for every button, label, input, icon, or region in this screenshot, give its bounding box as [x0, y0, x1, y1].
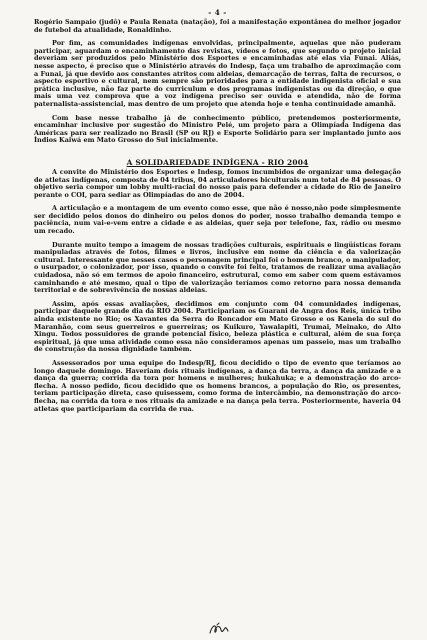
- page-number: - 4 -: [208, 8, 227, 17]
- paragraph-imagem-tradicoes: Durante muito tempo a imagem de nossas tradições culturais, espirituais e lingüísticas foram manipuladas através de fotos, filmes e livros, inclusive em nome da ciência e da valorização cultural. Interessante que nesses casos o personagem principal foi o homem branco, o manipulador, o usurpador, o colonizador, por isso, quando o convite foi feito, tratamos de realizar uma avaliação cuidadosa, não só em termos de apoio financeiro, estrutural, como em saber com quem estávamos caminhando e até mesmo, qual o tipo de valorização teríamos como retorno para nossa demanda territorial e de sobrevivência de nossas aldeias.: [34, 240, 401, 295]
- paragraph-funai: Por fim, as comunidades indígenas envolvidas, principalmente, aquelas que não puderam participar, aguardam o encaminhamento das revistas, vídeos e fotos, que segundo o projeto inicial deveriam ser produzidos pelo Ministério dos Esportes e encaminhadas até elas via Funai. Aliás, nesse aspecto, é preciso que o Ministério através do Indesp, faça um trabalho de aproximação com a Funai, já que devido aos constantes atritos com aldeias, demarcação de terras, falta de recursos, o aspecto esportivo e cultural, nem sempre são prioridades para a entidade indigenista oficial e sua prática inclusive, não faz parte do curriculum e dos programas indigenistas ou da direção, o que mais uma vez comprova que a voz indígena preciso ser ouvida e atendida, não de forma paternalista-assistencial, mas dentro de um projeto que atenda hoje e tenha continuidade amanhã.: [34, 39, 401, 108]
- paragraph-articulacao: A articulação e a montagem de um evento como esse, que não é nosso,não pode simplesmente ser decidido pelos donos do dinheiro ou pelos donos do poder, nosso trabalho demanda tempo e paciência, num vai-e-vem entre a cidade e as aldeias, quer seja por telefone, fax, rádio ou mesmo um recado.: [34, 204, 401, 236]
- paragraph-assessorados: Assessorados por uma equipe do Indesp/RJ, ficou decidido o tipo de evento que teríamos ao longo daquele domingo. Haveriam dois rituais indígenas, a dança da terra, a dança da amizade e a dança da guerra; corrida da tora por homens e mulheres; hukahuka; e a demonstração do arco-flecha. A nosso pedido, ficou decidido que os homens brancos, a população do Rio, os presentes, teriam participação direta, caso quisessem, como forma de intercâmbio, na demonstração do arco-flecha, na corrida da tora e nos rituais da amizade e na dança pela terra. Posteriormente, haveria 04 atletas que participariam da corrida de rua.: [34, 358, 401, 413]
- paragraph-ronaldinho: Rogério Sampaio (judô) e Paula Renata (natação), foi a manifestação expontânea do melhor jogador de futebol da atualidade, Ronaldinho.: [34, 18, 401, 34]
- handwritten-signature: [208, 622, 230, 636]
- paragraph-olimpiada-indigena: Com base nesse trabalho já de conhecimento público, pretendemos posteriormente, encaminhar inclusive por sugestão do Ministro Pelé, um projeto para a Olimpíada Indígena das Américas para ser realizado no Brasil (SP ou RJ) e Esporte Solidário para ser implantado junto aos Índios Kaiwá em Mato Grosso do Sul inicialmente.: [34, 113, 401, 145]
- paragraph-convite: A convite do Ministério dos Esportes e Indesp, fomos incumbidos de organizar uma delegação de atletas indígenas, composta de 04 tribus, 04 articuladores biculturais num total de 84 pessoas. O objetivo seria compor um lobby multi-racial do nosso país para defender a cidade do Rio de Janeiro perante o COI, para sediar as Olimpíadas do ano de 2004.: [34, 167, 401, 199]
- paragraph-comunidades: Assim, após essas avaliações, decidimos em conjunto com 04 comunidades indígenas, participar daquele grande dia da RIO 2004. Participariam os Guarani de Angra dos Reis, única tribo ainda existente no Rio; os Xavantes da Serra do Roncador em Mato Grosso e os Kanela do sul do Maranhão, com seus guerreiros e guerreiras; os Kuikuro, Yawalapiti, Trumai, Meinako, do Alto Xingu. Todos possuidores de grande potencial físico, beleza plástica e cultural, além de sua força espiritual, já que uma atividade como essa não consideramos apenas um passeio, mas um trabalho de construção da nossa dignidade também.: [34, 299, 401, 354]
- section-title: A SOLIDARIEDADE INDÍGENA - RIO 2004: [126, 157, 309, 167]
